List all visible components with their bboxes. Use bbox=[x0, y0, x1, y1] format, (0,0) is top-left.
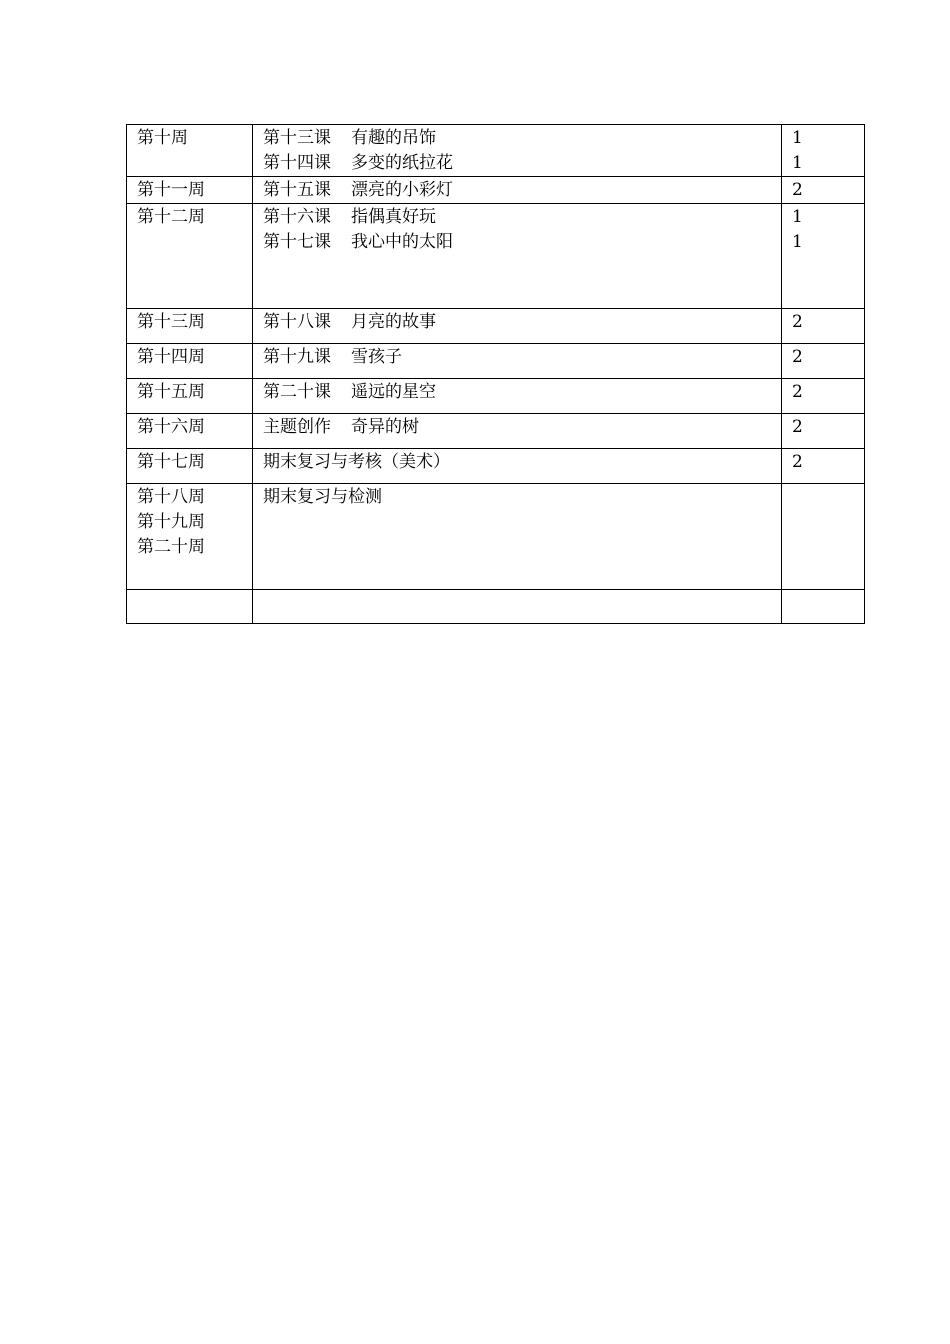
week-cell bbox=[127, 590, 253, 624]
lesson-line bbox=[263, 151, 771, 176]
lesson-line bbox=[263, 230, 771, 255]
hours-value: 1 bbox=[792, 207, 803, 227]
lesson-number: 第二十课 bbox=[263, 382, 331, 402]
lesson-number: 期末复习与检测 bbox=[263, 487, 382, 507]
lesson-title: 雪孩子 bbox=[351, 347, 402, 367]
lesson-cell bbox=[253, 414, 782, 449]
lesson-number: 第十七课 bbox=[263, 232, 331, 252]
hours-cell bbox=[782, 177, 865, 204]
hours-value: 1 bbox=[792, 153, 803, 173]
table-row bbox=[127, 204, 865, 309]
week-label: 第十周 bbox=[137, 128, 188, 148]
hours-cell bbox=[782, 414, 865, 449]
lesson-number: 主题创作 bbox=[263, 417, 331, 437]
hours-cell bbox=[782, 449, 865, 484]
week-label: 第十三周 bbox=[137, 312, 205, 332]
hours-value: 2 bbox=[792, 417, 803, 437]
week-label: 第十六周 bbox=[137, 417, 205, 437]
hours-cell bbox=[782, 125, 865, 177]
week-label: 第十四周 bbox=[137, 347, 205, 367]
week-cell bbox=[127, 414, 253, 449]
lesson-title: 我心中的太阳 bbox=[351, 232, 453, 252]
week-cell bbox=[127, 484, 253, 590]
table-row bbox=[127, 125, 865, 177]
table-row bbox=[127, 590, 865, 624]
lesson-cell bbox=[253, 177, 782, 204]
table-row bbox=[127, 309, 865, 344]
lesson-number: 第十三课 bbox=[263, 128, 331, 148]
hours-value: 1 bbox=[792, 128, 803, 148]
week-cell bbox=[127, 177, 253, 204]
lesson-cell bbox=[253, 484, 782, 590]
lesson-cell bbox=[253, 309, 782, 344]
week-label: 第十九周 bbox=[137, 512, 205, 532]
lesson-cell bbox=[253, 590, 782, 624]
table-row bbox=[127, 449, 865, 484]
hours-cell bbox=[782, 379, 865, 414]
hours-value: 2 bbox=[792, 382, 803, 402]
lesson-number: 期末复习与考核（美术） bbox=[263, 452, 450, 472]
table-row bbox=[127, 344, 865, 379]
hours-cell bbox=[782, 309, 865, 344]
week-cell bbox=[127, 344, 253, 379]
lesson-title: 有趣的吊饰 bbox=[351, 128, 436, 148]
week-label: 第十八周 bbox=[137, 487, 205, 507]
lesson-line bbox=[263, 178, 771, 203]
week-cell bbox=[127, 204, 253, 309]
hours-cell bbox=[782, 590, 865, 624]
lesson-title: 奇异的树 bbox=[351, 417, 419, 437]
week-cell bbox=[127, 125, 253, 177]
lesson-cell bbox=[253, 204, 782, 309]
lesson-number: 第十四课 bbox=[263, 153, 331, 173]
lesson-number: 第十八课 bbox=[263, 312, 331, 332]
table-row bbox=[127, 414, 865, 449]
lesson-title: 指偶真好玩 bbox=[351, 207, 436, 227]
week-label: 第二十周 bbox=[137, 537, 205, 557]
lesson-line bbox=[263, 380, 771, 405]
week-label: 第十七周 bbox=[137, 452, 205, 472]
lesson-line bbox=[263, 310, 771, 335]
week-cell bbox=[127, 449, 253, 484]
hours-value: 2 bbox=[792, 180, 803, 200]
table-row bbox=[127, 177, 865, 204]
week-label: 第十五周 bbox=[137, 382, 205, 402]
schedule-table bbox=[126, 124, 865, 624]
lesson-cell bbox=[253, 125, 782, 177]
lesson-number: 第十六课 bbox=[263, 207, 331, 227]
hours-value: 2 bbox=[792, 452, 803, 472]
week-label: 第十一周 bbox=[137, 180, 205, 200]
hours-cell bbox=[782, 204, 865, 309]
lesson-cell bbox=[253, 344, 782, 379]
hours-value: 1 bbox=[792, 232, 803, 252]
lesson-cell bbox=[253, 449, 782, 484]
lesson-line bbox=[263, 450, 771, 475]
table-row bbox=[127, 379, 865, 414]
lesson-line bbox=[263, 205, 771, 230]
lesson-title: 多变的纸拉花 bbox=[351, 153, 453, 173]
lesson-title: 月亮的故事 bbox=[351, 312, 436, 332]
hours-value: 2 bbox=[792, 312, 803, 332]
week-cell bbox=[127, 309, 253, 344]
hours-cell bbox=[782, 344, 865, 379]
lesson-title: 漂亮的小彩灯 bbox=[351, 180, 453, 200]
lesson-title: 遥远的星空 bbox=[351, 382, 436, 402]
hours-value: 2 bbox=[792, 347, 803, 367]
week-label: 第十二周 bbox=[137, 207, 205, 227]
hours-cell bbox=[782, 484, 865, 590]
table-row bbox=[127, 484, 865, 590]
lesson-line bbox=[263, 485, 771, 510]
lesson-line bbox=[263, 345, 771, 370]
lesson-number: 第十九课 bbox=[263, 347, 331, 367]
lesson-number: 第十五课 bbox=[263, 180, 331, 200]
lesson-line bbox=[263, 415, 771, 440]
lesson-cell bbox=[253, 379, 782, 414]
week-cell bbox=[127, 379, 253, 414]
lesson-line bbox=[263, 126, 771, 151]
